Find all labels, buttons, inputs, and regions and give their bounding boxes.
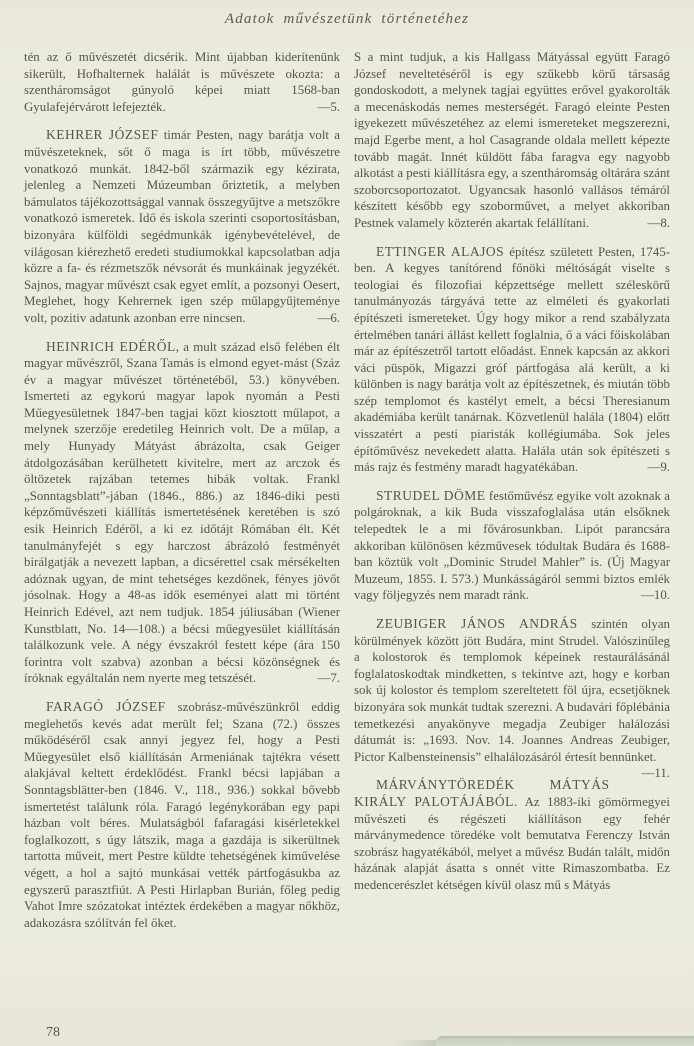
paragraph-continuation-hofhalter bbox=[24, 49, 340, 115]
para-text: szobrász-művészünkről eddig meglehetős kevés adat merült fel; Szana (72.) összes működéséről csak annyi jegyez fel, hogy a Pesti Műegyesület első kiállításán Armeniának tajtékra vésett alakjával keltett érdeklődést. Frankl bécsi lapjában a Sonntagsblätter-ben (1846. V., 118., 936.) sokkal bővebb ismertetést találunk róla. Faragó legénykorában egy papi házban volt béres. Mulatságból fafaragási kisérletekkel foglalkozott, s úgy látszik, maga a gazdája is sikerültnek tartotta műveit, mert Pestre küldte tehetségének kiművelése végett, a hol a sajtó munkásai vették pártfogásukba az egyszerű parasztfiút. A Pesti Hirlapban Burián, főleg pedig Vahot Imre szózatokat intéztek érdekében a magyar nőkhöz, adakozásra szólítván fel őket. bbox=[24, 699, 340, 930]
para-text: tén az ő művészetét dicsérik. Mint újabban kiderítenünk sikerült, Hofhalternek halálát is művészete okozta: a szentháromságot gúnyoló képei miatt 1568-ban Gyulafejérvárott lefejezték. bbox=[24, 50, 340, 114]
para-lead: MÁRVÁNYTÖREDÉK MÁTYÁS KIRÁLY PALOTÁJÁBÓL. bbox=[354, 777, 610, 809]
page-number: 78 bbox=[46, 1025, 60, 1040]
para-text: szintén olyan körülmények között jött Budára, mint Strudel. Valószinűleg a kolostorok és templomok képeinek restaurálásánál foglalatoskodtak mindketten, s tekintve azt, hogy e korban sok új kolostor és templom szereltetett föl újra, ecsetjöknek bizonyára sok munkát tudtak szerezni. A budavári főplébánia temetkezési anyakönyve megadja Zeubiger halálozási dátumát is: „1693. Nov. 14. Joannes Andreas Zeubiger, Pictor Kalbensteinensis” elhalálozásáról értesít bennünket. bbox=[354, 617, 670, 764]
paragraph-marvanytoredek bbox=[354, 777, 670, 893]
paragraph-farago-jozsef bbox=[24, 699, 340, 931]
para-text: timár Pesten, nagy barátja volt a művészeteknek, sőt ő maga is írt több, művészetre vonatkozó munkát. 1842-ből származik egy kézirata, jelenleg a Nemzeti Múzeumban őriztetik, a melyben bámulatos tájékozottsággal vannak összegyűjtve a metszőkre vonatkozó ismeretek. Idő és iskola szerinti csoportosításban, bizonyára külföldi segédmunkák igénybevételével, de világosan kiérezhető eredeti studiumokkal kapcsolatban adja közre a fa- és rézmetszők névsorát és munkáinak jegyzékét. Sajnos, magyar művészt csak egyet említ, a pozsonyi Oesert, Meglehet, hogy Kehrernek igen szép műlapgyűjteménye volt, pozitiv adatunk azonban erre nincsen. bbox=[24, 128, 340, 325]
para-lead: FARAGÓ JÓZSEF bbox=[46, 698, 166, 714]
para-signature: —5. bbox=[317, 99, 340, 114]
paragraph-kehrer-jozsef bbox=[24, 127, 340, 326]
para-signature: —10. bbox=[640, 588, 670, 603]
para-lead: ETTINGER ALAJOS bbox=[376, 243, 505, 259]
para-text: festőművész egyike volt azoknak a polgároknak, a kik Buda visszafoglalása után elsőknek telepedtek le a mi fővárosunkban. Lipót parancsára akkoriban különösen kézművesek tódultak Budára és 1688-ban köztük volt „Dominic Strudel Mahler” is. (Új Magyar Muzeum, 1855. I. 573.) Munkásságáról semmi biztos emlék vagy följegyzés nem maradt ránk. bbox=[354, 488, 670, 603]
para-lead: STRUDEL DÖME bbox=[376, 487, 486, 503]
para-lead: HEINRICH EDÉRŐL bbox=[46, 338, 176, 354]
text-columns bbox=[0, 49, 694, 931]
right-column bbox=[354, 49, 670, 931]
paragraph-heinrich-ede bbox=[24, 339, 340, 687]
paragraph-continuation-farago bbox=[354, 49, 670, 232]
para-signature: —6. bbox=[317, 310, 340, 325]
para-signature: —9. bbox=[647, 460, 670, 475]
para-lead: KEHRER JÓZSEF bbox=[46, 127, 159, 143]
para-text: építész született Pesten, 1745-ben. A kegyes tanítórend főnöki méltóságát viselte s teologiai és filozofiai képzettsége mellett széleskörű tanulmányozás tárgyává tette az elméleti és gyakorlati építészeti ismereteket. Úgy hogy mikor a rend szabályzata értelmében tanári állást kellett foglalnia, ő a váci főiskolában már az építészetről tartott előadást. Ennek kapcsán az akkori váci püspök, Migazzi gróf pártfogása alá került, a ki különben is nagy barátja volt az építészetnek, és miután több szép templomot és kastélyt emelt, a bécsi Theresianum akadémiába került tanárnak. Közvetlenül halála (1804) előtt visszatért a pesti piaristák kollégiumába. Sok jeles építőművész nevekedett alatta. Halála után sok építészeti s más rajz és festmény maradt hagyatékában. bbox=[354, 244, 670, 475]
para-signature: —8. bbox=[647, 215, 670, 230]
left-column bbox=[24, 49, 340, 931]
paragraph-strudel-dome bbox=[354, 488, 670, 604]
para-signature: —7. bbox=[317, 671, 340, 686]
page-title: Adatok művészetünk történetéhez bbox=[224, 11, 470, 27]
para-signature: —11. bbox=[641, 766, 670, 781]
paragraph-zeubiger-janos-andras bbox=[354, 616, 670, 781]
para-text: S a mint tudjuk, a kis Hallgass Mátyással együtt Faragó József neveltetéséről is egy szűkebb körű társaság gondoskodott, a melynek tagjai együttes erővel gyakorolták a mecenáskodás nemes mesterségét. Faragó eleinte Pesten igyekezett művészetéhez az elemi ismereteket megszerezni, majd Egerbe ment, a hol Casagrande oldala mellett képezte tovább magát. Innét küldött fába faragva egy nagyobb alkotást a pesti kiállításra egy, a szentháromság oltárára szánt szoborcsoportozatot. Ugyancsak hasonló vallásos témáról készített később egy szoborművet, a melyet akkoriban Pestnek valamely közterén akartak felállítani. bbox=[354, 50, 670, 230]
para-text: Az 1883-iki gömörmegyei művészeti és régészeti kiállításon egy fehér márványmedence töredéke volt bemutatva Ferenczy István szobrász hagyatékából, melyet a művész Budán talált, midőn házának alapját ásatta s onnét vitte Rimaszombatba. Ez medencerészlet kétségen kívül olasz mű s Mátyás bbox=[354, 794, 670, 892]
para-lead: ZEUBIGER JÁNOS ANDRÁS bbox=[376, 616, 578, 631]
paragraph-ettinger-alajos bbox=[354, 244, 670, 476]
para-text: , a mult század első felében élt magyar művészről, Szana Tamás is elmond egyet-mást (Száz év a magyar művészet történetéből, 53.) könyvében. Ismerteti az egykorú magyar lapok nyomán a Pesti Műegyesületnek 1847-ben tagjai közt kiosztott műlapot, a melynek szerzője eredetileg Heinrich volt. De a műlap, a mely Hunyady Mátyást ábrázolta, csak Geiger átdolgozásában kerülhetett kivitelre, mert az arczok és öltözetek rajzában tetemes hibák voltak. Frankl „Sonntagsblatt”-jában (1846., 886.) az 1846-diki pesti képzőművészeti kiállítás ismertetésének keretében is szó esik Heinrich Edéről, a ki ez időtájt Rómában élt. Két tanulmányfejét s egy harczost ábrázoló festményét birálgatják a nevezett lapban, a dicsérettel csak mérsékelten adóznak ugyan, de mint tehetséges kezdőnek, fényes jövőt jósolnak. Hogy a 48-as idők eseményei alatt mi történt Heinrich Edével, azt nem tudjuk. 1854 júliusában (Wiener Kunstblatt, No. 14—108.) a bécsi műegyesület kiállításán találkozunk vele. A négy évszakról festett képe (ára 150 forintra volt szabva) azonban a bécsi közönségnek és íróknak egyáltalán nem nyerte meg tetszését. bbox=[24, 339, 340, 686]
scan-edge-artifact bbox=[436, 1036, 694, 1046]
